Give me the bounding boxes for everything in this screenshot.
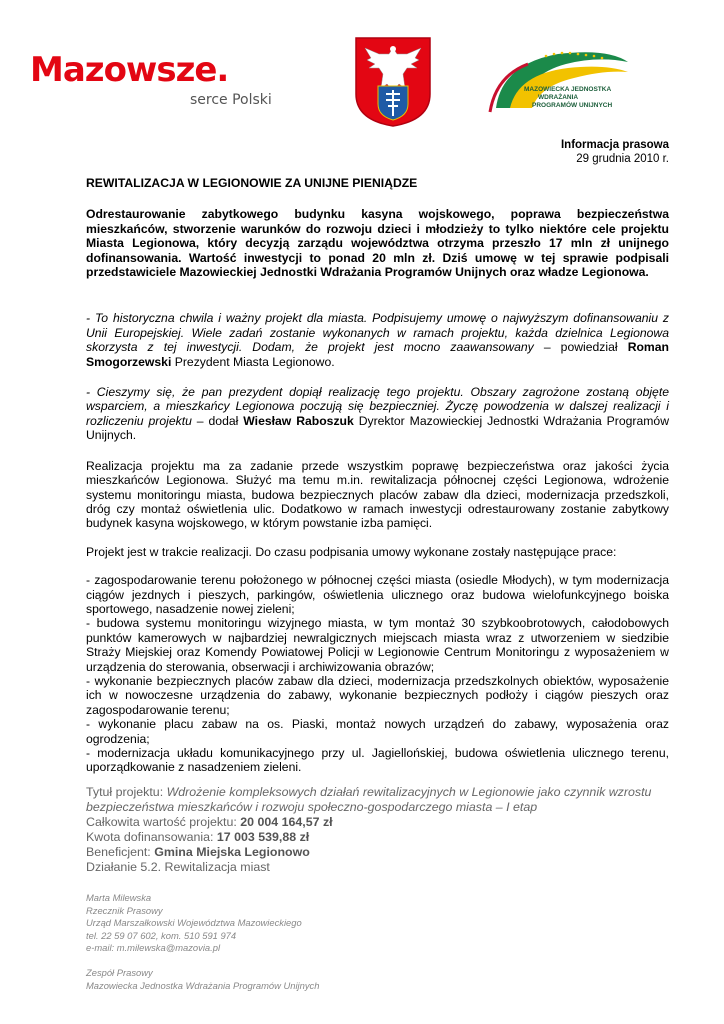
project-grant-value: 17 003 539,88 zł bbox=[216, 829, 310, 844]
list-item: - wykonanie placu zabaw na os. Piaski, montaż nowych urządzeń do zabawy, wyposażenia oraz ogrodzenia; bbox=[86, 717, 669, 746]
contact-name: Marta Milewska bbox=[86, 892, 152, 903]
paragraph-realization: Realizacja projektu ma za zadanie przede wszystkim poprawę bezpieczeństwa oraz jakości życia mieszkańców Legionowa. Służyć ma temu m.in. rewitalizacja północnej części Legionowa, wdrożenie systemu monitoringu miasta, budowa bezpiecznych placów zabaw dla dzieci, modernizacja przedszkoli, dróg czy montaż oświetlenia ulic. Dodatkowo w ramach inwestycji odrestaurowany zostanie zabytkowy budynek kasyna wojskowego, w którym powstanie izba pamięci. bbox=[86, 458, 669, 531]
contact-phone: tel. 22 59 07 602, kom. 510 591 974 bbox=[86, 929, 237, 941]
press-label: Informacja prasowa bbox=[560, 139, 669, 151]
quote-1-text: - To historyczna chwila i ważny projekt dla miasta. Podpisujemy umowę o najwyższym dofinansowaniu z Unii Europejskiej. Wiele zadań zostanie wykonanych w ramach projektu, każda dzielnica Legionowa skorzysta z tej inwestycji. Dodam, że projekt jest mocno zaawansowany bbox=[86, 311, 669, 355]
mjwpu-logo bbox=[488, 46, 633, 116]
quote-1-role: Prezydent Miasta Legionowo. bbox=[171, 354, 335, 369]
quote-2-role: Dyrektor Mazowieckiej Jednostki Wdrażania Programów Unijnych. bbox=[86, 413, 669, 443]
article-lead: Odrestaurowanie zabytkowego budynku kasyna wojskowego, poprawa bezpieczeństwa mieszkańców, stworzenie warunków do rozwoju dzieci i młodzieży to tylko niektóre cele projektu Miasta Legionowa, który decyzją zarządu województwa otrzyma przeszło 17 mln zł unijnego dofinansowania. Wartość inwestycji to ponad 20 mln zł. Dziś umowę w tej sprawie podpisali przedstawiciele Mazowieckiej Jednostki Wdrażania Programów Unijnych oraz władze Legionowa. bbox=[86, 207, 669, 280]
mazowsze-logo-tagline: serce Polski bbox=[190, 92, 272, 108]
project-title-label: Tytuł projektu: bbox=[86, 784, 167, 799]
mjwpu-logo-line1: MAZOWIECKA JEDNOSTKA bbox=[524, 86, 612, 93]
list-item: - budowa systemu monitoringu wizyjnego miasta, w tym montaż 30 szybkoobrotowych, całodobowych punktów kamerowych w najbardziej newralgicznych miejscach miasta wraz z utworzeniem w siedzibie Straży Miejskiej oraz Komendy Powiatowej Policji w Legionowie Centrum Monitoringu z wyposażeniem w urządzenia do sterowania, obserwacji i archiwizowania obrazów; bbox=[86, 616, 669, 674]
press-team: Zespół Prasowy bbox=[86, 966, 153, 978]
quote-1-speaker: Roman Smogorzewski bbox=[86, 340, 669, 369]
press-date: 29 grudnia 2010 r. bbox=[576, 153, 669, 165]
project-details bbox=[86, 785, 669, 875]
works-list bbox=[86, 573, 669, 775]
list-item: - zagospodarowanie terenu położonego w północnej części miasta (osiedle Młodych), w tym modernizacja ciągów jezdnych i pieszych, parkingów, oświetlenia ulicznego oraz budowa wielofunkcyjnego boiska sportowego, nasadzenie nowej zieleni; bbox=[86, 573, 669, 616]
contact-footer bbox=[86, 892, 319, 992]
project-beneficiary-value: Gmina Miejska Legionowo bbox=[154, 844, 310, 859]
project-measure: Działanie 5.2. Rewitalizacja miast bbox=[86, 859, 270, 874]
article bbox=[86, 176, 669, 875]
project-total-row bbox=[86, 815, 669, 830]
press-info bbox=[561, 138, 669, 166]
mazowsze-logo-word: Mazowsze. bbox=[30, 50, 229, 90]
mjwpu-logo-line3: PROGRAMÓW UNIJNYCH bbox=[532, 102, 613, 109]
project-total-value: 20 004 164,57 zł bbox=[240, 814, 333, 829]
quote-2-connector: – dodał bbox=[191, 413, 244, 428]
project-beneficiary-row bbox=[86, 845, 669, 860]
article-title: REWITALIZACJA W LEGIONOWIE ZA UNIJNE PIENIĄDZE bbox=[86, 176, 418, 190]
eagle-coat-of-arms-icon bbox=[354, 36, 432, 128]
mjwpu-logo-line2: WDRAŻANIA bbox=[538, 94, 579, 101]
contact-office: Urząd Marszałkowski Województwa Mazowieckiego bbox=[86, 917, 302, 929]
project-beneficiary-label: Beneficjent: bbox=[86, 844, 155, 859]
paragraph-progress: Projekt jest w trakcie realizacji. Do czasu podpisania umowy wykonane zostały następujące prace: bbox=[86, 544, 617, 559]
list-item: - modernizacja układu komunikacyjnego przy ul. Jagiellońskiej, budowa oświetlenia ulicznego terenu, uporządkowanie z nasadzeniem zieleni. bbox=[86, 746, 669, 775]
quote-1 bbox=[86, 311, 669, 369]
quote-2-text: - Cieszymy się, że pan prezydent dopiął realizację tego projektu. Obszary zagrożone zostaną objęte wsparciem, a mieszkańcy Legionowa poczują się bezpieczniej. Życzę powodzenia w dalszej realizacji i rozliczeniu projektu bbox=[86, 385, 669, 428]
project-total-label: Całkowita wartość projektu: bbox=[86, 814, 241, 829]
mazowsze-logo bbox=[30, 50, 275, 116]
list-item: - wykonanie bezpiecznych placów zabaw dla dzieci, modernizacja przedszkolnych obiektów, wyposażenie ich w nowoczesne urządzenia do zabawy, wykonanie bezpiecznych podłoży i ciągów pieszych oraz zagospodarowanie terenu; bbox=[86, 673, 669, 717]
quote-1-connector: – powiedział bbox=[533, 340, 628, 355]
quote-2 bbox=[86, 385, 669, 443]
project-grant-row bbox=[86, 830, 669, 845]
contact-email[interactable]: e-mail: m.milewska@mazovia.pl bbox=[86, 942, 221, 954]
quote-2-speaker: Wiesław Raboszuk bbox=[243, 413, 354, 428]
press-team-org: Mazowiecka Jednostka Wdrażania Programów Unijnych bbox=[86, 979, 320, 991]
project-grant-label: Kwota dofinansowania: bbox=[86, 829, 217, 844]
contact-position: Rzecznik Prasowy bbox=[86, 904, 163, 916]
project-title-row bbox=[86, 785, 669, 815]
project-title-value: Wdrożenie kompleksowych działań rewitalizacyjnych w Legionowie jako czynnik wzrostu bezpieczeństwa mieszkańców i rozwoju społeczno-gospodarczego miasta – I etap bbox=[86, 784, 652, 814]
